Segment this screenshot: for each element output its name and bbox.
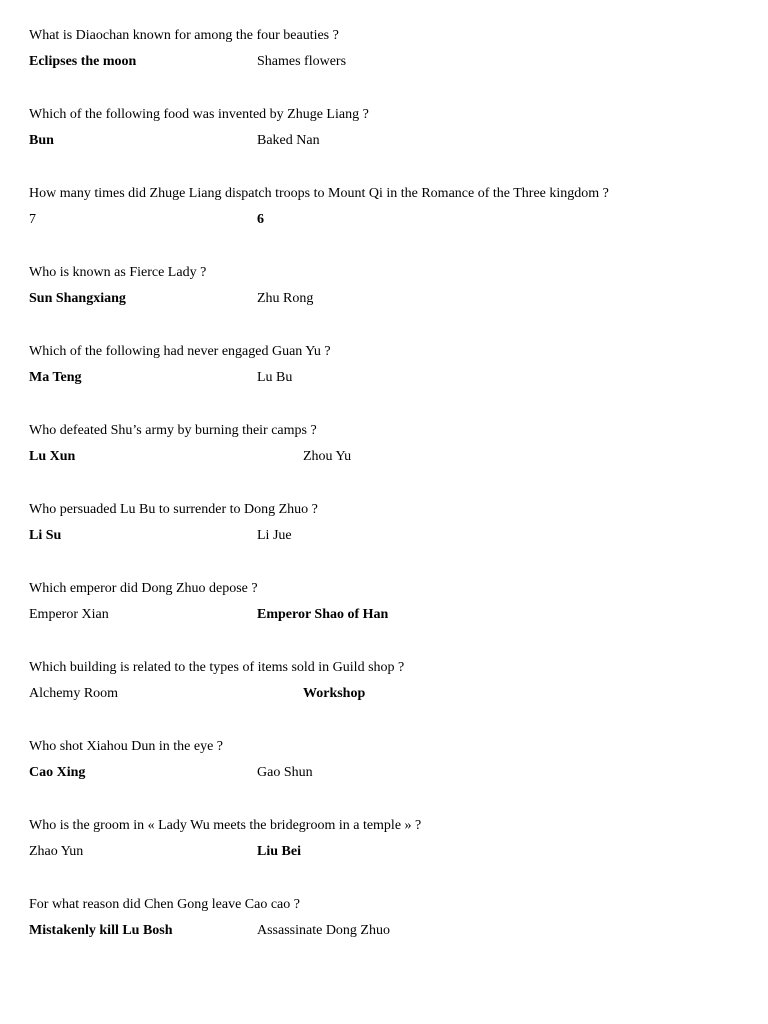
answer-option-correct: Eclipses the moon	[29, 54, 137, 69]
qa-item	[29, 185, 749, 264]
answer-row	[29, 132, 749, 149]
answer-row	[29, 290, 749, 307]
question-text: Who shot Xiahou Dun in the eye ?	[29, 739, 224, 754]
question-text: What is Diaochan known for among the four beauties ?	[29, 28, 339, 43]
question-text: For what reason did Chen Gong leave Cao cao ?	[29, 897, 300, 912]
answer-option-correct: Liu Bei	[257, 844, 301, 859]
answer-row	[29, 448, 749, 465]
answer-row	[29, 764, 749, 781]
answer-row	[29, 53, 749, 70]
answer-row	[29, 685, 749, 702]
answer-option: Alchemy Room	[29, 686, 119, 701]
quiz-document	[29, 27, 749, 975]
qa-item	[29, 580, 749, 659]
qa-item	[29, 343, 749, 422]
answer-option: Lu Bu	[257, 370, 293, 385]
qa-item	[29, 738, 749, 817]
question-text: Who defeated Shu’s army by burning their camps ?	[29, 423, 317, 438]
answer-option-correct: Lu Xun	[29, 449, 76, 464]
question-text: Who persuaded Lu Bu to surrender to Dong Zhuo ?	[29, 502, 318, 517]
qa-item	[29, 817, 749, 896]
answer-option: Gao Shun	[257, 765, 313, 780]
answer-option: Emperor Xian	[29, 607, 109, 622]
answer-row	[29, 527, 749, 544]
answer-option: 7	[29, 212, 36, 227]
answer-option-correct: Li Su	[29, 528, 62, 543]
answer-row	[29, 922, 749, 939]
answer-option-correct: Mistakenly kill Lu Bosh	[29, 923, 173, 938]
qa-item	[29, 106, 749, 185]
answer-row	[29, 211, 749, 228]
answer-row	[29, 606, 749, 623]
answer-option: Assassinate Dong Zhuo	[257, 923, 390, 938]
answer-option: Baked Nan	[257, 133, 320, 148]
answer-option: Zhu Rong	[257, 291, 314, 306]
qa-item	[29, 422, 749, 501]
answer-option: Shames flowers	[257, 54, 347, 69]
question-text: Who is known as Fierce Lady ?	[29, 265, 207, 280]
question-text: Which of the following food was invented by Zhuge Liang ?	[29, 107, 369, 122]
question-text: Who is the groom in « Lady Wu meets the bridegroom in a temple » ?	[29, 818, 422, 833]
answer-option: Li Jue	[257, 528, 292, 543]
question-text: How many times did Zhuge Liang dispatch troops to Mount Qi in the Romance of the Three kingdom ?	[29, 186, 609, 201]
qa-item	[29, 501, 749, 580]
qa-item	[29, 896, 749, 975]
answer-option-correct: Cao Xing	[29, 765, 86, 780]
question-text: Which of the following had never engaged Guan Yu ?	[29, 344, 331, 359]
answer-option: Zhou Yu	[303, 449, 352, 464]
question-text: Which building is related to the types of items sold in Guild shop ?	[29, 660, 405, 675]
question-text: Which emperor did Dong Zhuo depose ?	[29, 581, 258, 596]
answer-option: Zhao Yun	[29, 844, 84, 859]
answer-option-correct: Workshop	[303, 686, 366, 701]
qa-item	[29, 264, 749, 343]
answer-option-correct: 6	[257, 212, 264, 227]
answer-option-correct: Sun Shangxiang	[29, 291, 126, 306]
answer-row	[29, 369, 749, 386]
answer-option-correct: Ma Teng	[29, 370, 82, 385]
qa-item	[29, 659, 749, 738]
answer-row	[29, 843, 749, 860]
answer-option-correct: Bun	[29, 133, 54, 148]
answer-option-correct: Emperor Shao of Han	[257, 607, 389, 622]
qa-item	[29, 27, 749, 106]
